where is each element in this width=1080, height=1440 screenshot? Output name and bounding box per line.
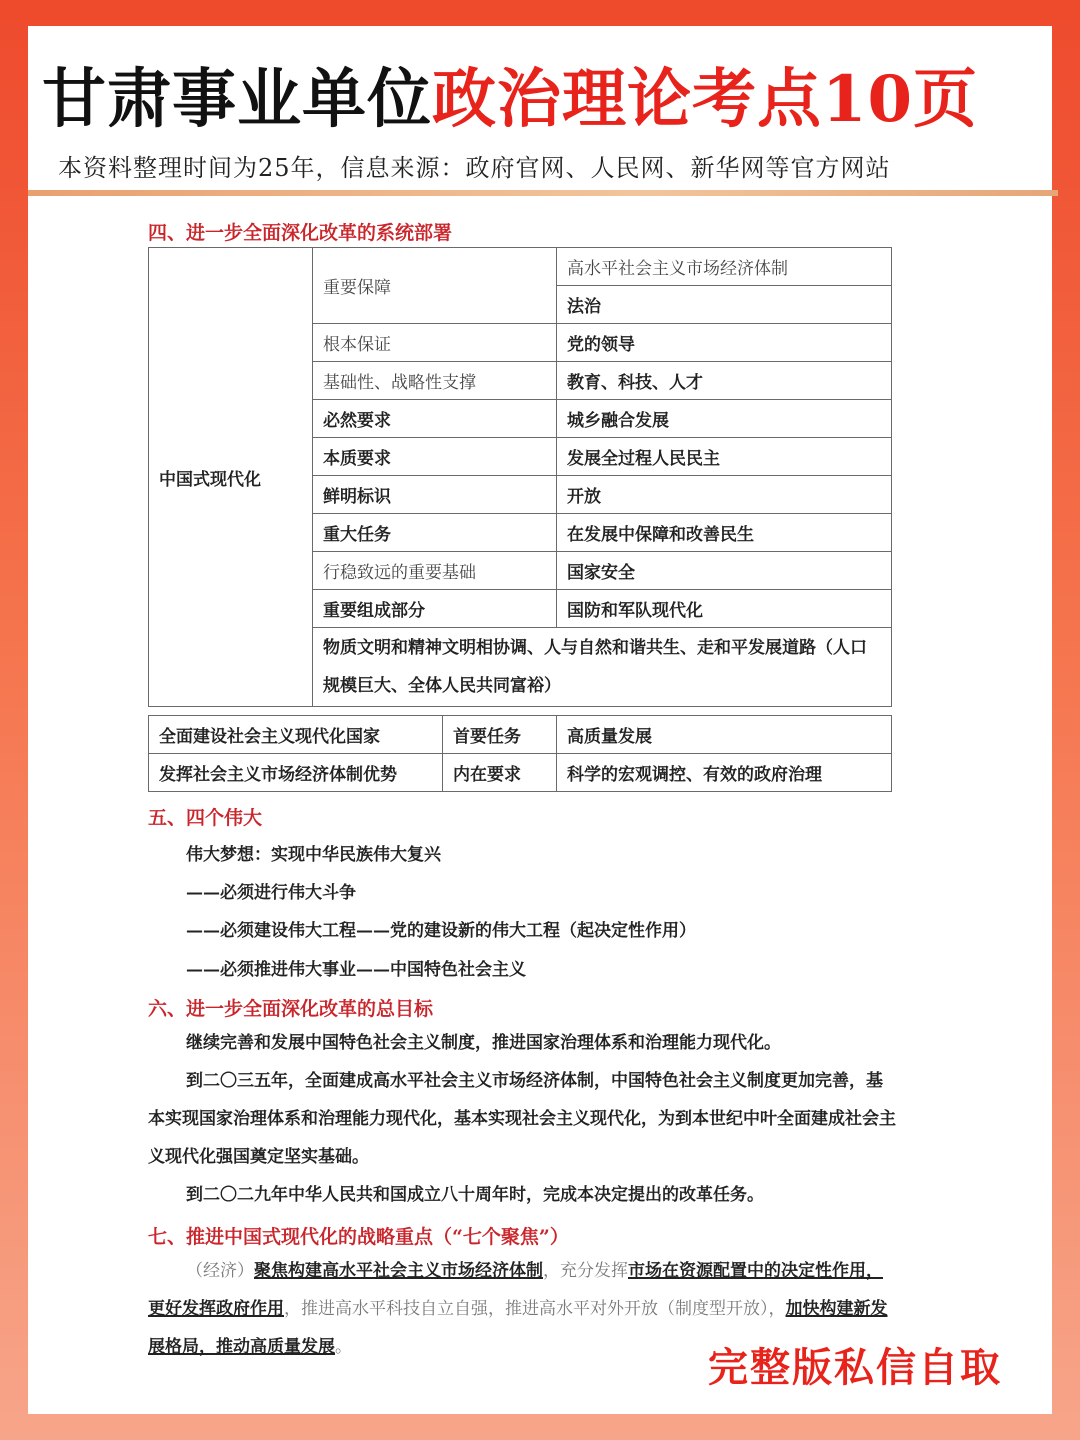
section5-heading: 五、四个伟大 (148, 807, 263, 829)
focus-seg-4: 市场在资源配置中的决定性作用，更好发挥政府作用 (148, 1261, 883, 1319)
bottom-row-a: 全面建设社会主义现代化国家 (149, 716, 443, 754)
title-black: 甘肃事业单位 (42, 62, 432, 137)
subtitle: 本资料整理时间为25年，信息来源：政府官网、人民网、新华网等官方网站 (58, 154, 891, 182)
table-row-key: 必然要求 (313, 400, 557, 438)
page-title (42, 40, 1042, 160)
table-row-value: 党的领导 (557, 324, 892, 362)
list-item: ——必须进行伟大斗争 (186, 883, 356, 903)
section7-heading: 七、推进中国式现代化的战略重点（“七个聚焦”） (148, 1226, 569, 1248)
group-label: 中国式现代化 (149, 248, 313, 707)
baozhang-label: 重要保障 (313, 248, 557, 324)
bottom-row-b: 内在要求 (443, 754, 557, 792)
system-table (148, 247, 892, 707)
list-item: ——必须推进伟大事业——中国特色社会主义 (186, 960, 526, 980)
baozhang-value-2: 法治 (557, 286, 892, 324)
list-item: ——必须建设伟大工程——党的建设新的伟大工程（起决定性作用） (186, 921, 696, 941)
table-row-value: 国家安全 (557, 552, 892, 590)
focus-seg-2: 聚焦构建高水平社会主义市场经济体制 (254, 1261, 543, 1281)
goal-paragraph-3: 到二〇二九年中华人民共和国成立八十周年时，完成本决定提出的改革任务。 (186, 1185, 764, 1205)
table-row-key: 行稳致远的重要基础 (313, 552, 557, 590)
bottom-row-c: 高质量发展 (557, 716, 892, 754)
document-card (28, 26, 1052, 1414)
list-item: 伟大梦想：实现中华民族伟大复兴 (186, 845, 441, 865)
table-row-value: 国防和军队现代化 (557, 590, 892, 628)
bottom-table (148, 715, 892, 792)
table-row-key: 重大任务 (313, 514, 557, 552)
cta-text: 完整版私信自取 (708, 1344, 1002, 1391)
section4-heading: 四、进一步全面深化改革的系统部署 (148, 222, 453, 244)
table-row-key: 根本保证 (313, 324, 557, 362)
goal-paragraph-1: 继续完善和发展中国特色社会主义制度，推进国家治理体系和治理能力现代化。 (186, 1033, 781, 1053)
table-row-key: 重要组成部分 (313, 590, 557, 628)
bottom-row-a: 发挥社会主义市场经济体制优势 (149, 754, 443, 792)
section6-heading: 六、进一步全面深化改革的总目标 (148, 998, 434, 1020)
table-row-key: 基础性、战略性支撑 (313, 362, 557, 400)
goal-paragraph-2: 到二〇三五年，全面建成高水平社会主义市场经济体制，中国特色社会主义制度更加完善，基本实现国家治理体系和治理能力现代化，基本实现社会主义现代化，为到本世纪中叶全面建成社会主义现代化强国奠定坚实基础。 (148, 1071, 896, 1167)
focus-seg-6: 加快构建新发展格局，推动高质量发展 (148, 1299, 888, 1357)
focus-seg-5: ，推进高水平科技自立自强，推进高水平对外开放（制度型开放）， (284, 1299, 786, 1319)
table-row-value: 发展全过程人民民主 (557, 438, 892, 476)
title-red: 政治理论考点10页 (432, 62, 979, 137)
bottom-row-c: 科学的宏观调控、有效的政府治理 (557, 754, 892, 792)
divider (28, 190, 1058, 196)
table-wide-row: 物质文明和精神文明相协调、人与自然和谐共生、走和平发展道路（人口规模巨大、全体人民共同富裕） (313, 628, 892, 707)
table-row-value: 城乡融合发展 (557, 400, 892, 438)
table-row-value: 教育、科技、人才 (557, 362, 892, 400)
focus-seg-1: （经济） (186, 1261, 254, 1281)
table-row-value: 开放 (557, 476, 892, 514)
table-row-key: 鲜明标识 (313, 476, 557, 514)
focus-seg-7: 。 (335, 1337, 352, 1357)
table-row-key: 本质要求 (313, 438, 557, 476)
focus-seg-3: ，充分发挥 (543, 1261, 628, 1281)
bottom-row-b: 首要任务 (443, 716, 557, 754)
table-row-value: 在发展中保障和改善民生 (557, 514, 892, 552)
baozhang-value-1: 高水平社会主义市场经济体制 (557, 248, 892, 286)
